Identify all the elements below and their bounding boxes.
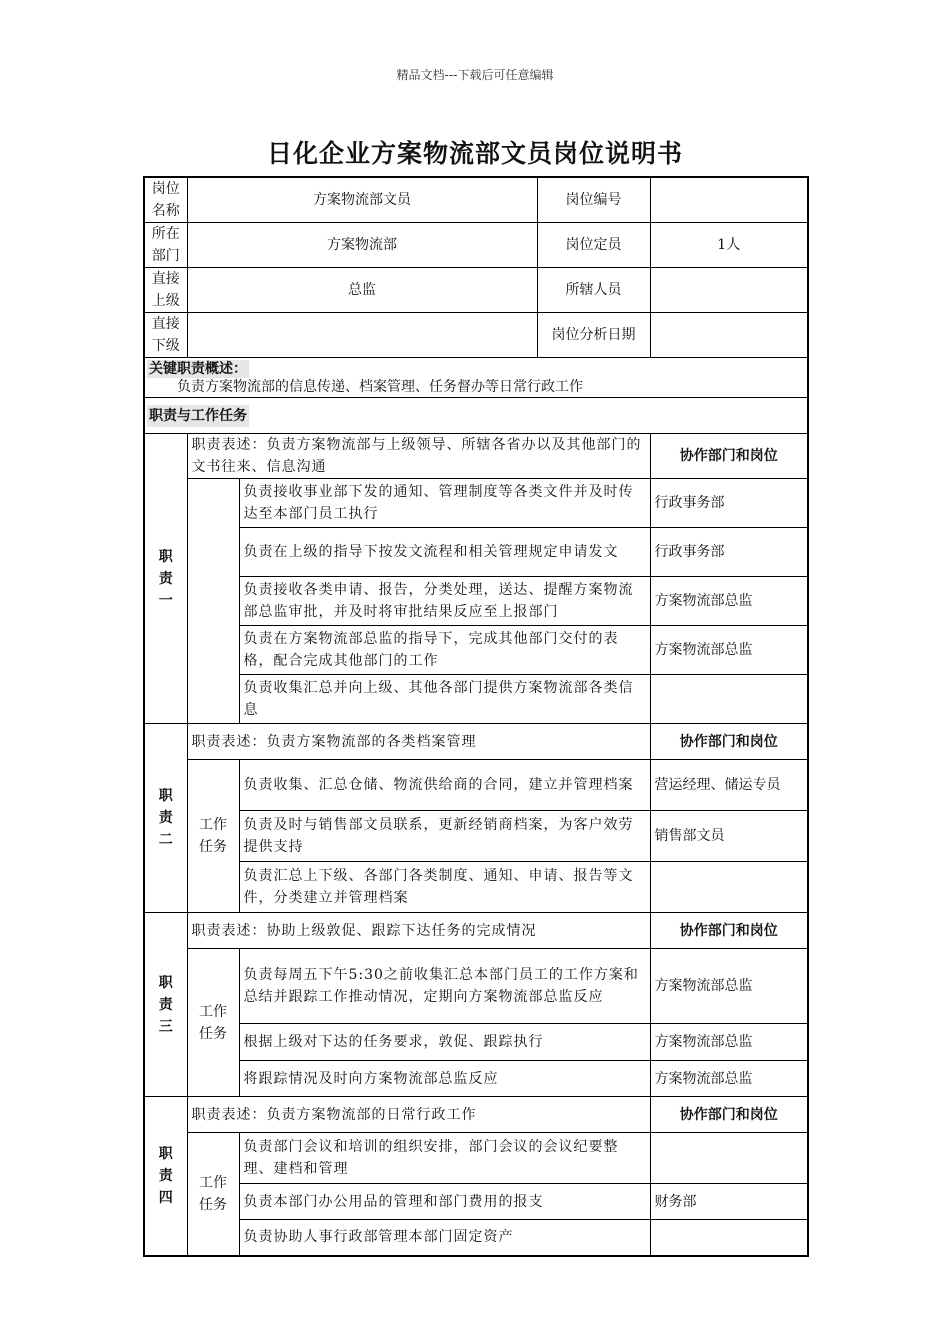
duty-4-task-label-text: 工作任务 xyxy=(199,1174,227,1213)
duty-3-task-row xyxy=(144,1061,808,1097)
duty-1-task-1: 负责接收事业部下发的通知、管理制度等各类文件并及时传达至本部门员工执行 xyxy=(239,479,650,528)
duty-3-task-1: 负责每周五下午5:30之前收集汇总本部门员工的工作方案和总结并跟踪工作推动情况，定期向方案物流部总监反应 xyxy=(239,949,650,1024)
duty-4-task-2: 负责本部门办公用品的管理和部门费用的报支 xyxy=(239,1184,650,1220)
duty-2-collab-3 xyxy=(650,862,808,913)
duty-1-collab-2: 行政事务部 xyxy=(650,528,808,577)
duty-1-task-3: 负责接收各类申请、报告，分类处理，送达、提醒方案物流部总监审批，并及时将审批结果反应至上报部门 xyxy=(239,577,650,626)
duty-1-task-2: 负责在上级的指导下按发文流程和相关管理规定申请发文 xyxy=(239,528,650,577)
duty-4-collab-3 xyxy=(650,1220,808,1256)
duty-2-collab-heading: 协作部门和岗位 xyxy=(650,724,808,760)
duty-3-collab-3: 方案物流部总监 xyxy=(650,1061,808,1097)
subordinate-value xyxy=(187,313,537,358)
duty-3-task-row xyxy=(144,1024,808,1061)
duty-3-label xyxy=(144,913,187,1097)
duty-1-task-row xyxy=(144,528,808,577)
duty-1-collab-1: 行政事务部 xyxy=(650,479,808,528)
duty-3-collab-1: 方案物流部总监 xyxy=(650,949,808,1024)
subordinate-label: 直接下级 xyxy=(144,313,187,358)
position-name-value: 方案物流部文员 xyxy=(187,177,537,223)
subordinates-label: 所辖人员 xyxy=(537,268,650,313)
duty-3-task-3: 将跟踪情况及时向方案物流部总监反应 xyxy=(239,1061,650,1097)
summary-heading: 关键职责概述： xyxy=(149,360,247,377)
job-description-table xyxy=(143,176,809,1257)
duty-2-task-row xyxy=(144,760,808,811)
duty-2-statement: 职责表述：负责方案物流部的各类档案管理 xyxy=(187,724,650,760)
position-no-value xyxy=(650,177,808,223)
duty-1-task-row xyxy=(144,479,808,528)
duty-2-label-text: 职责二 xyxy=(158,788,173,848)
superior-label: 直接上级 xyxy=(144,268,187,313)
duty-1-label-text: 职责一 xyxy=(158,548,173,609)
page-title: 日化企业方案物流部文员岗位说明书 xyxy=(266,139,683,168)
duty-1-task-4: 负责在方案物流部总监的指导下，完成其他部门交付的表格，配合完成其他部门的工作 xyxy=(239,626,650,675)
info-row-position xyxy=(144,177,808,223)
duty-4-task-1: 负责部门会议和培训的组织安排，部门会议的会议纪要整理、建档和管理 xyxy=(239,1133,650,1184)
department-value: 方案物流部 xyxy=(187,223,537,268)
duty-4-task-3: 负责协助人事行政部管理本部门固定资产 xyxy=(239,1220,650,1256)
duty-4-collab-heading: 协作部门和岗位 xyxy=(650,1097,808,1133)
duty-1-label xyxy=(144,434,187,724)
summary-text: 负责方案物流部的信息传递、档案管理、任务督办等日常行政工作 xyxy=(177,378,583,395)
duty-3-statement-row xyxy=(144,913,808,949)
duty-2-task-row xyxy=(144,862,808,913)
duty-4-collab-2: 财务部 xyxy=(650,1184,808,1220)
duty-1-statement-row xyxy=(144,434,808,479)
info-row-superior xyxy=(144,268,808,313)
duty-4-statement: 职责表述：负责方案物流部的日常行政工作 xyxy=(187,1097,650,1133)
summary-row xyxy=(144,358,808,398)
duty-2-statement-row xyxy=(144,724,808,760)
duty-1-collab-4: 方案物流部总监 xyxy=(650,626,808,675)
duty-2-label xyxy=(144,724,187,913)
duty-3-task-row xyxy=(144,949,808,1024)
department-label: 所在部门 xyxy=(144,223,187,268)
duty-1-collab-heading: 协作部门和岗位 xyxy=(650,434,808,479)
subordinates-value xyxy=(650,268,808,313)
duty-3-task-label xyxy=(187,949,239,1097)
watermark-text: 精品文档---下载后可任意编辑 xyxy=(396,68,554,82)
duty-2-task-3: 负责汇总上下级、各部门各类制度、通知、申请、报告等文件，分类建立并管理档案 xyxy=(239,862,650,913)
duty-3-statement: 职责表述：协助上级敦促、跟踪下达任务的完成情况 xyxy=(187,913,650,949)
duty-3-collab-2: 方案物流部总监 xyxy=(650,1024,808,1061)
duty-1-statement: 职责表述：负责方案物流部与上级领导、所辖各省办以及其他部门的文书往来、信息沟通 xyxy=(187,434,650,479)
duty-4-label-text: 职责四 xyxy=(158,1145,173,1206)
duty-3-task-label-text: 工作任务 xyxy=(199,1003,227,1042)
duty-2-collab-2: 销售部文员 xyxy=(650,811,808,862)
position-name-label: 岗位名称 xyxy=(144,177,187,223)
position-no-label: 岗位编号 xyxy=(537,177,650,223)
analysis-date-label: 岗位分析日期 xyxy=(537,313,650,358)
duty-1-collab-5 xyxy=(650,675,808,724)
info-row-subordinate xyxy=(144,313,808,358)
duty-2-task-1: 负责收集、汇总仓储、物流供给商的合同，建立并管理档案 xyxy=(239,760,650,811)
duty-2-task-2: 负责及时与销售部文员联系，更新经销商档案，为客户效劳提供支持 xyxy=(239,811,650,862)
duty-4-collab-1 xyxy=(650,1133,808,1184)
duty-1-task-row xyxy=(144,577,808,626)
headcount-value: 1人 xyxy=(650,223,808,268)
duty-4-task-row xyxy=(144,1220,808,1256)
duty-1-task-row xyxy=(144,626,808,675)
info-row-department xyxy=(144,223,808,268)
duty-4-task-row xyxy=(144,1184,808,1220)
duty-3-label-text: 职责三 xyxy=(158,974,173,1035)
duty-2-collab-1: 营运经理、储运专员 xyxy=(650,760,808,811)
duty-1-collab-3: 方案物流部总监 xyxy=(650,577,808,626)
duty-4-task-label xyxy=(187,1133,239,1256)
duty-4-statement-row xyxy=(144,1097,808,1133)
duty-2-task-row xyxy=(144,811,808,862)
superior-value: 总监 xyxy=(187,268,537,313)
duty-2-task-label xyxy=(187,760,239,913)
duties-heading: 职责与工作任务 xyxy=(147,405,249,427)
duty-4-label xyxy=(144,1097,187,1256)
duties-heading-row xyxy=(144,398,808,434)
duty-2-task-label-text: 工作任务 xyxy=(199,817,227,855)
duty-1-task-5: 负责收集汇总并向上级、其他各部门提供方案物流部各类信息 xyxy=(239,675,650,724)
duty-4-task-row xyxy=(144,1133,808,1184)
duty-1-task-label xyxy=(187,479,239,724)
analysis-date-value xyxy=(650,313,808,358)
headcount-label: 岗位定员 xyxy=(537,223,650,268)
duty-3-collab-heading: 协作部门和岗位 xyxy=(650,913,808,949)
duty-3-task-2: 根据上级对下达的任务要求，敦促、跟踪执行 xyxy=(239,1024,650,1061)
duty-1-task-row xyxy=(144,675,808,724)
